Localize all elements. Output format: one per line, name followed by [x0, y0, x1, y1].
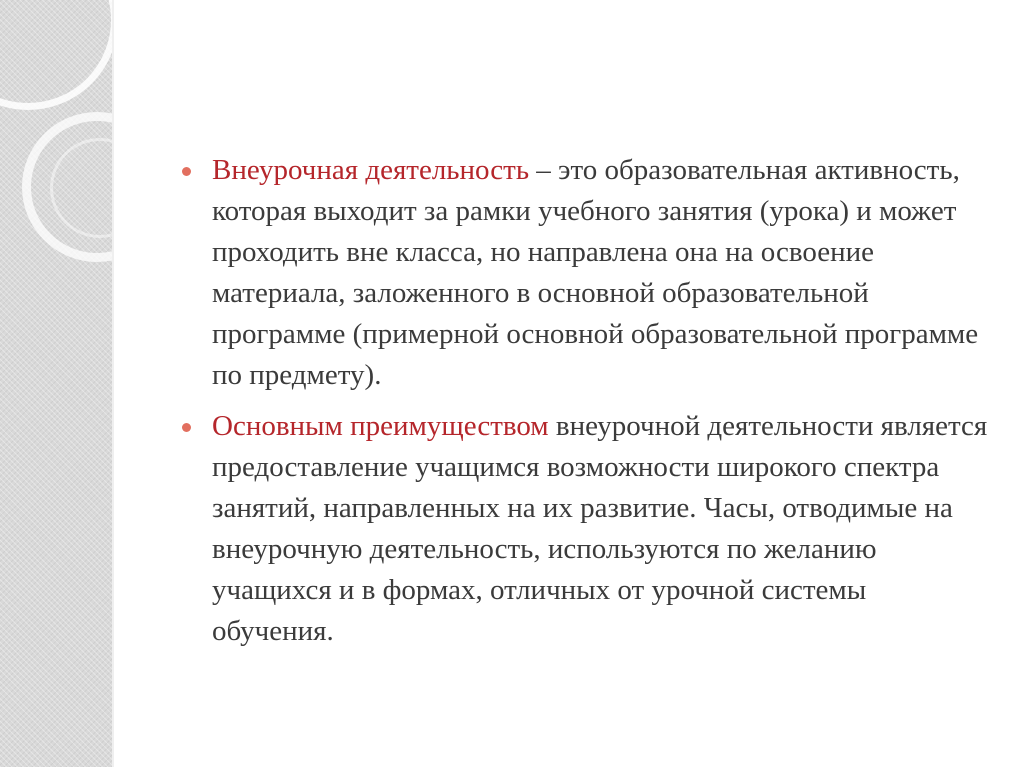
highlight-term: Основным преимуществом: [212, 410, 549, 442]
bullet-dot-icon: [182, 167, 191, 176]
decorative-sidebar: [0, 0, 112, 767]
decorative-ring-top: [0, 0, 112, 110]
bullet-text: – это образовательная активность, которая выходит за рамки учебного занятия (урока) и может проходить вне класса, но направлена она на освоение материала, заложенного в основной образовательной программе (примерной основной образовательной программе по предмету).: [212, 154, 979, 391]
highlight-term: Внеурочная деятельность: [212, 154, 530, 186]
slide-content: [160, 150, 990, 662]
bullet-item-definition: [160, 150, 990, 396]
bullet-text: внеурочной деятельности является предоставление учащимся возможности широкого спектра занятий, направленных на их развитие. Часы, отводимые на внеурочную деятельность, используются по желанию учащихся и в формах, отличных от урочной системы обучения.: [212, 410, 988, 647]
bullet-item-advantage: [160, 406, 990, 652]
bullet-dot-icon: [182, 423, 191, 432]
sidebar-divider: [112, 0, 114, 767]
